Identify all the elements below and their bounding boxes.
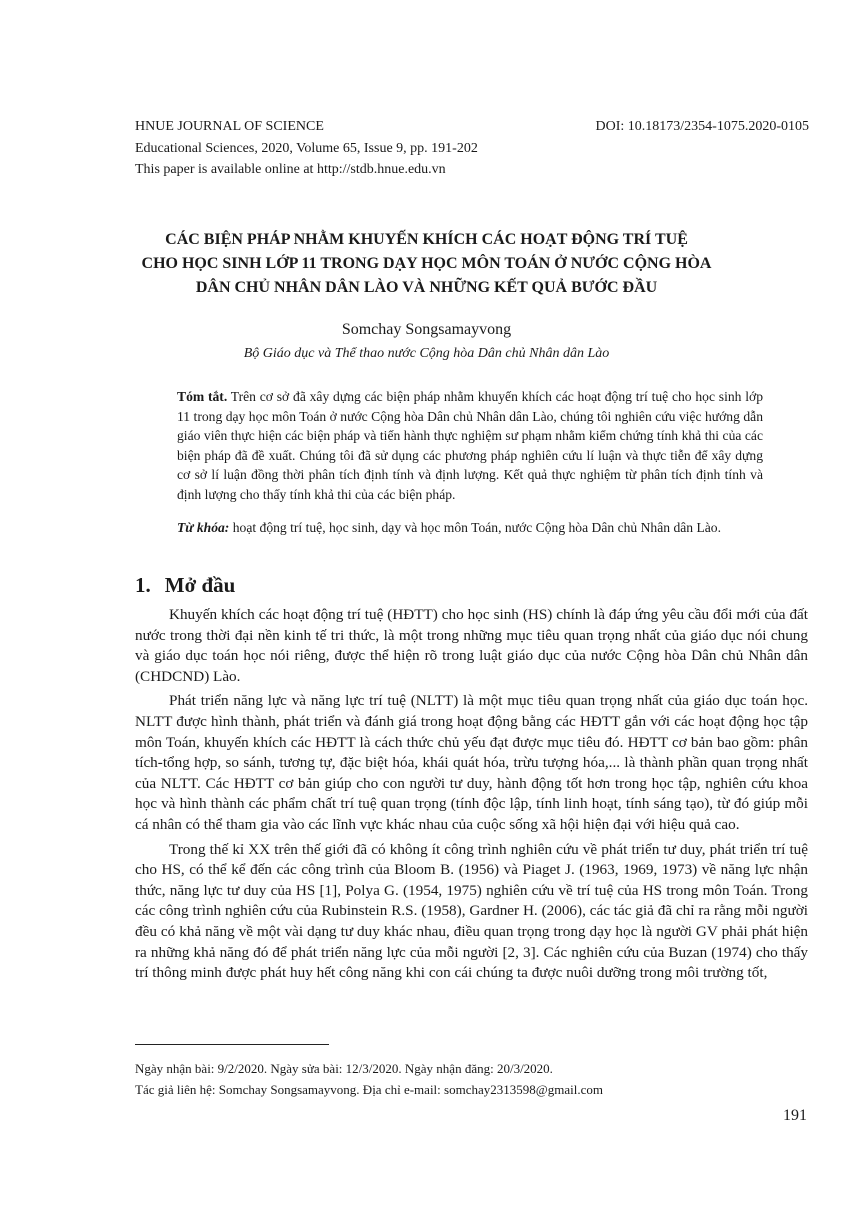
section-body [135, 605, 808, 988]
author-name: Somchay Songsamayvong [341, 321, 512, 338]
body-paragraph-2: Phát triển năng lực và năng lực trí tuệ (NLTT) là một mục tiêu quan trọng nhất của giáo dục toán học. NLTT được hình thành, phát triển và đánh giá trong hoạt động bằng các HĐTT gắn với các hoạt động học tập môn Toán, khuyến khích các HĐTT là cách thức chủ yếu đạt được mục tiêu đó. HĐTT cơ bản bao gồm: phân tích-tổng hợp, so sánh, tương tự, đặc biệt hóa, khái quát hóa, trừu tượng hóa,... là thành phần quan trọng nhất của NLTT. Các HĐTT cơ bản giúp cho con người tư duy, hành động tốt hơn trong học tập, nghiên cứu khoa học và hình thành các phẩm chất trí tuệ quan trọng (tính độc lập, tính linh hoạt, tính sáng tạo), từ đó giúp mỗi cá nhân có thể tham gia vào các lĩnh vực khác nhau của cuộc sống xã hội hiện đại với hiệu quả cao. [135, 692, 808, 833]
abstract-label: Tóm tắt. [177, 389, 228, 404]
author-affiliation: Bộ Giáo dục và Thể thao nước Cộng hòa Dân chủ Nhân dân Lào [243, 346, 610, 361]
abstract [177, 387, 763, 505]
footnote-divider [135, 1044, 329, 1045]
abstract-text: Trên cơ sở đã xây dựng các biện pháp nhằm khuyến khích các hoạt động trí tuệ cho học sinh lớp 11 trong dạy học môn Toán ở nước Cộng hòa Dân chủ Nhân dân Lào, chúng tôi nghiên cứu việc hướng dẫn giáo viên thực hiện các biện pháp và tiến hành thực nghiệm sư phạm nhằm kiểm chứng tính khả thi của các biện pháp đã đề xuất. Chúng tôi đã sử dụng các phương pháp nghiên cứu lí luận và thực tiễn để xây dựng cơ sở lí luận đồng thời phân tích định tính và định lượng. Kết quả thực nghiệm từ phân tích định tính và định lượng cho thấy tính khả thi của các biện pháp. [177, 389, 763, 502]
doi: DOI: 10.18173/2354-1075.2020-0105 [595, 119, 809, 134]
footnote-dates: Ngày nhận bài: 9/2/2020. Ngày sửa bài: 12/3/2020. Ngày nhận đăng: 20/3/2020. [135, 1061, 553, 1076]
title-line-1: CÁC BIỆN PHÁP NHẰM KHUYẾN KHÍCH CÁC HOẠT ĐỘNG TRÍ TUỆ [165, 231, 688, 248]
page-number: 191 [783, 1107, 807, 1124]
issue-info: Educational Sciences, 2020, Volume 65, Issue 9, pp. 191-202 [135, 141, 478, 156]
body-paragraph-3: Trong thế kỉ XX trên thế giới đã có không ít công trình nghiên cứu về phát triển tư duy, phát triển trí tuệ cho HS, có thể kể đến các công trình của Bloom B. (1956) và Piaget J. (1963, 1969, 1973) về năng lực nhận thức, năng lực tư duy của HS [1], Polya G. (1954, 1975) nghiên cứu về trí tuệ của HS trong môn Toán. Trong các công trình nghiên cứu của Rubinstein R.S. (1958), Gardner H. (2006), các tác giả đã chỉ ra rằng mỗi người đều có khả năng về một vài dạng tư duy khác nhau, điều quan trọng trong dạy học là người GV phải phát hiện ra những khả năng đó để phát triển năng lực của mỗi người [2, 3]. Các nghiên cứu của Buzan (1974) cho thấy trí thông minh được phát huy hết công năng khi con cái chúng ta được nuôi dưỡng trong môi trường tốt, [135, 840, 808, 982]
body-paragraph-1: Khuyến khích các hoạt động trí tuệ (HĐTT) cho học sinh (HS) chính là đáp ứng yêu cầu đổi mới của đất nước trong thời đại nền kinh tế tri thức, là một trong những mục tiêu quan trọng nhất của giáo dục nói chung và giáo dục toán học nói riêng, được thể hiện rõ trong luật giáo dục của nước Cộng hòa Dân chủ Nhân dân (CHDCND) Lào. [135, 606, 808, 685]
keywords-text: hoạt động trí tuệ, học sinh, dạy và học môn Toán, nước Cộng hòa Dân chủ Nhân dân Lào. [232, 520, 722, 535]
paper-title [110, 228, 743, 300]
section-heading [135, 572, 235, 598]
section-number: 1. [135, 573, 151, 597]
keywords [177, 518, 763, 538]
title-line-2: CHO HỌC SINH LỚP 11 TRONG DẠY HỌC MÔN TOÁN Ở NƯỚC CỘNG HÒA [141, 255, 712, 272]
footnote-contact: Tác giả liên hệ: Somchay Songsamayvong. Địa chỉ e-mail: somchay2313598@gmail.com [135, 1082, 603, 1097]
title-line-3: DÂN CHỦ NHÂN DÂN LÀO VÀ NHỮNG KẾT QUẢ BƯỚC ĐẦU [195, 279, 658, 296]
availability-note: This paper is available online at http://stdb.hnue.edu.vn [135, 162, 446, 177]
section-title: Mở đầu [164, 573, 236, 597]
keywords-label: Từ khóa: [177, 520, 230, 535]
journal-name: HNUE JOURNAL OF SCIENCE [135, 119, 324, 134]
